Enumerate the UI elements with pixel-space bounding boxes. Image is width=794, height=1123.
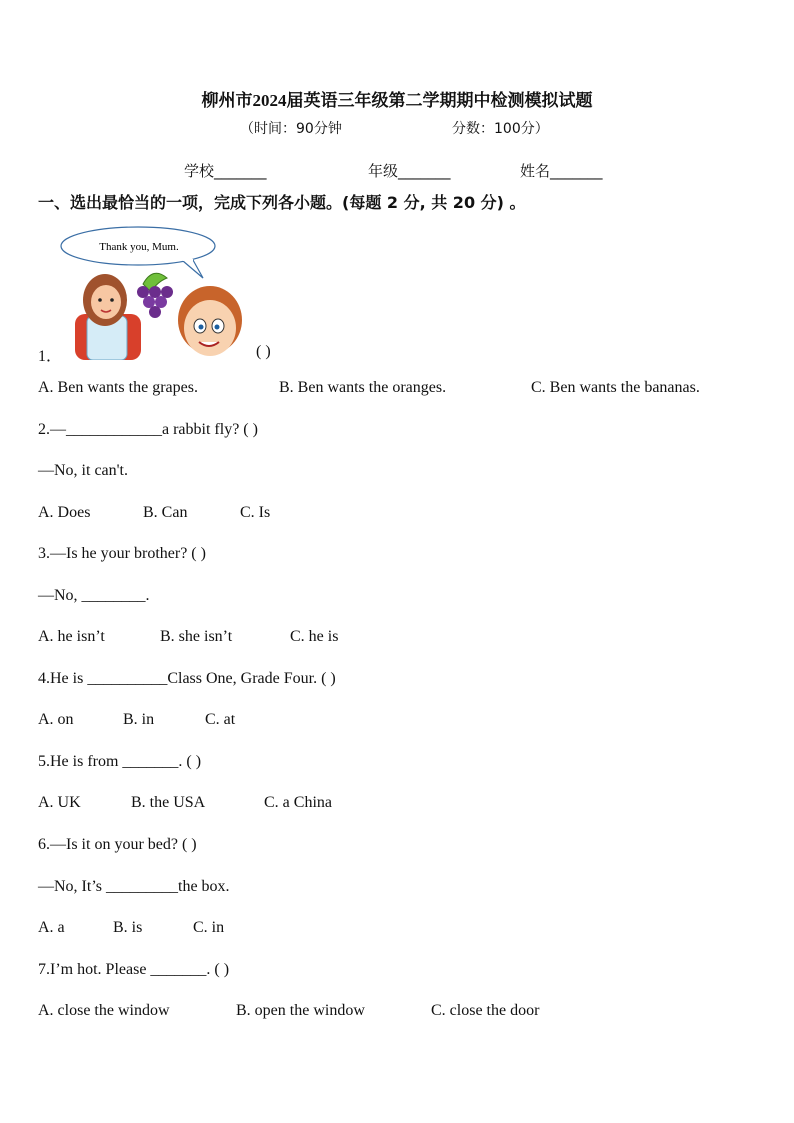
question-4-option-a: A. on bbox=[38, 711, 74, 728]
question-4-option-b: B. in bbox=[123, 711, 155, 728]
question-2-line-2: —No, it can't. bbox=[38, 462, 128, 479]
question-4-option-c: C. at bbox=[205, 711, 236, 728]
question-7-line-1: 7.I’m hot. Please _______. ( ) bbox=[38, 961, 230, 978]
question-2-option-c: C. Is bbox=[240, 504, 271, 521]
question-3-option-b: B. she isn’t bbox=[160, 628, 233, 645]
question-1-option-b: B. Ben wants the oranges. bbox=[279, 379, 447, 396]
question-4-line-1: 4.He is __________Class One, Grade Four. ( ) bbox=[38, 670, 336, 687]
speech-bubble bbox=[61, 227, 215, 278]
question-3-option-c: C. he is bbox=[290, 628, 339, 645]
question-6-line-2: —No, It’s _________the box. bbox=[38, 878, 230, 895]
name-field: 姓名_______ bbox=[520, 162, 603, 180]
question-1-option-a: A. Ben wants the grapes. bbox=[38, 379, 198, 396]
section-heading: 一、选出最恰当的一项，完成下列各小题。(每题 2 分, 共 20 分) 。 bbox=[38, 193, 526, 212]
question-7-option-b: B. open the window bbox=[236, 1002, 365, 1019]
question-1-option-c: C. Ben wants the bananas. bbox=[531, 379, 700, 396]
page-title: 柳州市2024届英语三年级第二学期期中检测模拟试题 bbox=[201, 91, 593, 110]
question-6-option-b: B. is bbox=[113, 919, 143, 936]
question-3-line-1: 3.—Is he your brother? ( ) bbox=[38, 545, 206, 562]
question-7-option-c: C. close the door bbox=[431, 1002, 540, 1019]
mum-figure-icon bbox=[75, 274, 141, 360]
question-1-number: 1． bbox=[38, 348, 63, 365]
exam-time: （时间：90分钟 bbox=[240, 121, 342, 137]
question-6-option-c: C. in bbox=[193, 919, 225, 936]
grapes-icon bbox=[137, 273, 173, 318]
grade-field: 年级_______ bbox=[368, 162, 451, 180]
question-6-option-a: A. a bbox=[38, 919, 65, 936]
question-2-option-a: A. Does bbox=[38, 504, 91, 521]
question-7-option-a: A. close the window bbox=[38, 1002, 170, 1019]
school-field: 学校_______ bbox=[184, 162, 267, 180]
question-1-answer-blank: ( ) bbox=[256, 343, 271, 360]
question-5-option-b: B. the USA bbox=[131, 794, 206, 811]
question-6-line-1: 6.—Is it on your bed? ( ) bbox=[38, 836, 197, 853]
question-5-option-a: A. UK bbox=[38, 794, 81, 811]
question-2-option-b: B. Can bbox=[143, 504, 188, 521]
ben-boy-icon bbox=[178, 286, 242, 356]
question-2-line-1: 2.—____________a rabbit fly? ( ) bbox=[38, 421, 258, 438]
question-5-option-c: C. a China bbox=[264, 794, 332, 811]
question-3-option-a: A. he isn’t bbox=[38, 628, 105, 645]
question-3-line-2: —No, ________. bbox=[38, 587, 150, 604]
speech-text: Thank you, Mum. bbox=[99, 241, 179, 253]
exam-score: 分数：100分） bbox=[452, 121, 549, 137]
question-5-line-1: 5.He is from _______. ( ) bbox=[38, 753, 202, 770]
question-illustration bbox=[55, 222, 255, 360]
